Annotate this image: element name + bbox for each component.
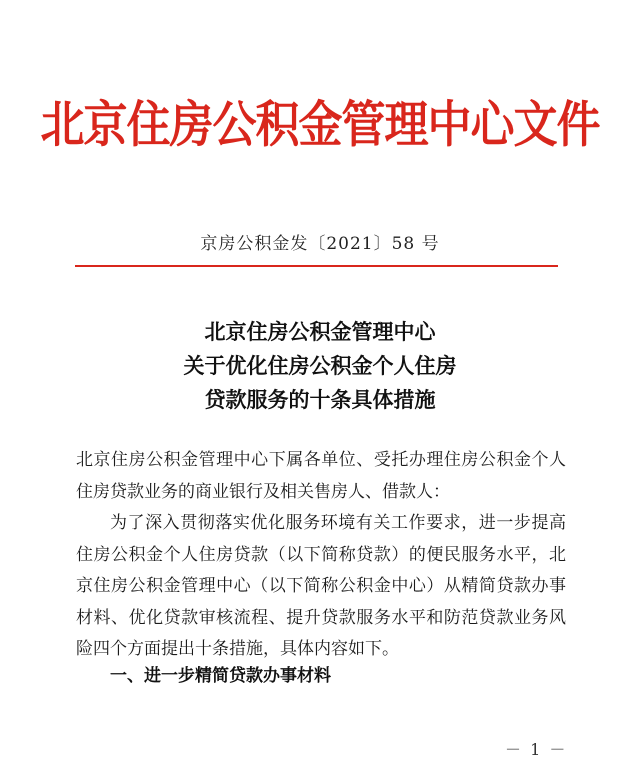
issuing-authority-header: 北京住房公积金管理中心文件	[40, 96, 600, 154]
page-number: － 1 －	[505, 740, 568, 759]
red-divider-line	[75, 265, 558, 267]
body-paragraph: 为了深入贯彻落实优化服务环境有关工作要求，进一步提高住房公积金个人住房贷款（以下简称贷款）的便民服务水平，北京住房公积金管理中心（以下简称公积金中心）从精简贷款办事材料、优化贷款审核流程、提升贷款服务水平和防范贷款业务风险四个方面提出十条措施，具体内容如下。	[76, 513, 566, 659]
document-number: 京房公积金发〔2021〕58 号	[200, 234, 440, 254]
addressee-paragraph: 北京住房公积金管理中心下属各单位、受托办理住房公积金个人住房贷款业务的商业银行及相关售房人、借款人：	[76, 450, 566, 502]
document-title-line: 关于优化住房公积金个人住房	[183, 353, 457, 378]
section-heading: 一、进一步精简贷款办事材料	[110, 666, 331, 686]
document-title-line: 贷款服务的十条具体措施	[204, 387, 436, 412]
document-title-line: 北京住房公积金管理中心	[204, 319, 436, 344]
document-body	[76, 445, 566, 666]
document-title	[0, 315, 640, 417]
